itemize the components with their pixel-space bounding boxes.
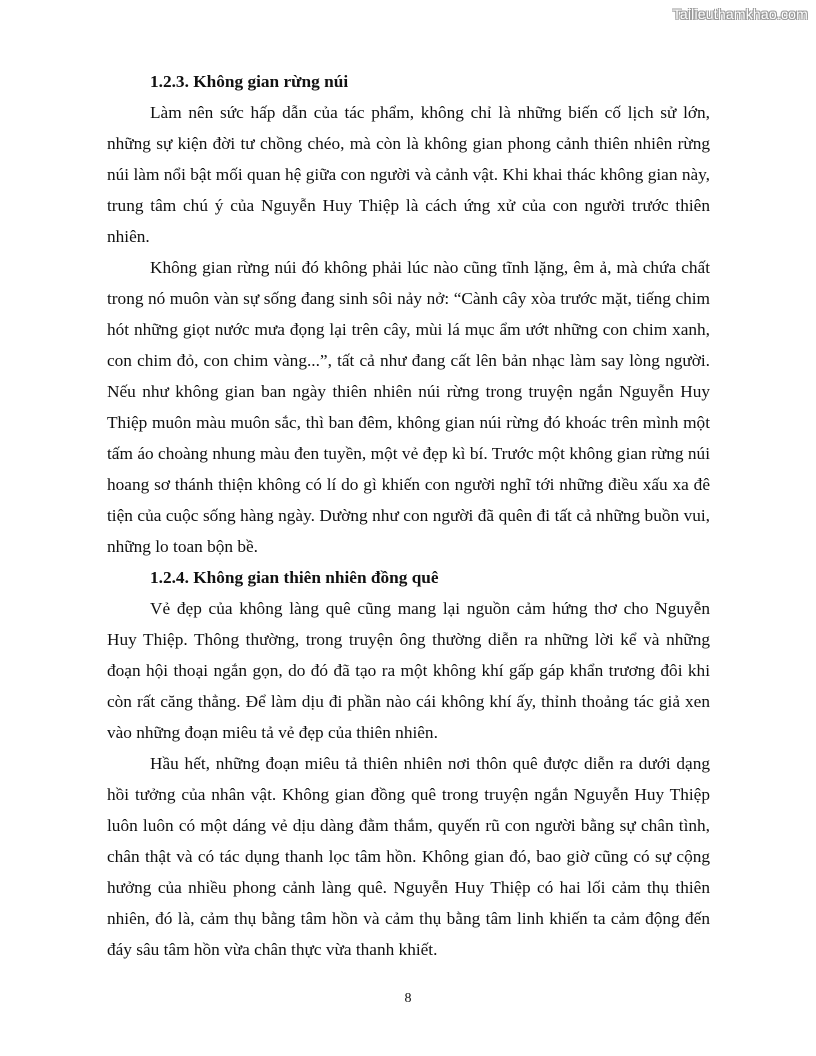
page-number: 8 <box>404 991 412 1006</box>
paragraph: Làm nên sức hấp dẫn của tác phẩm, không chỉ là những biến cố lịch sử lớn, những sự kiện đời tư chồng chéo, mà còn là không gian phong cảnh thiên nhiên rừng núi làm nổi bật mối quan hệ giữa con người và cảnh vật. Khi khai thác không gian này, trung tâm chú ý của Nguyễn Huy Thiệp là cách ứng xử của con người trước thiên nhiên. <box>107 103 710 246</box>
paragraph: Hầu hết, những đoạn miêu tả thiên nhiên nơi thôn quê được diễn ra dưới dạng hồi tưởng của nhân vật. Không gian đồng quê trong truyện ngắn Nguyễn Huy Thiệp luôn luôn có một dáng vẻ dịu dàng đằm thắm, quyến rũ con người bằng sự chân tình, chân thật và có tác dụng thanh lọc tâm hồn. Không gian đó, bao giờ cũng có sự cộng hưởng của nhiều phong cảnh làng quê. Nguyễn Huy Thiệp có hai lối cảm thụ thiên nhiên, đó là, cảm thụ bằng tâm hồn và cảm thụ bằng tâm linh khiến ta cảm động đến đáy sâu tâm hồn vừa chân thực vừa thanh khiết. <box>107 754 710 959</box>
paragraph: Không gian rừng núi đó không phải lúc nào cũng tĩnh lặng, êm ả, mà chứa chất trong nó muôn vàn sự sống đang sinh sôi nảy nở: “Cành cây xòa trước mặt, tiếng chim hót những giọt nước mưa đọng lại trên cây, mùi lá mục ẩm ướt những con chim xanh, con chim đỏ, con chim vàng...”, tất cả như đang cất lên bản nhạc làm say lòng người. Nếu như không gian ban ngày thiên nhiên núi rừng trong truyện ngắn Nguyễn Huy Thiệp muôn màu muôn sắc, thì ban đêm, không gian núi rừng đó khoác trên mình một tấm áo choàng nhung màu đen tuyền, một vẻ đẹp kì bí. Trước một không gian rừng núi hoang sơ thánh thiện không có lí do gì khiến con người nghĩ tới những điều xấu xa đê tiện của cuộc sống hàng ngày. Dường như con người đã quên đi tất cả những buồn vui, những lo toan bộn bề. <box>107 258 710 556</box>
section-dong-que <box>107 562 710 965</box>
section-heading: 1.2.4. Không gian thiên nhiên đồng quê <box>150 568 439 587</box>
paragraph: Vẻ đẹp của không làng quê cũng mang lại nguồn cảm hứng thơ cho Nguyễn Huy Thiệp. Thông thường, trong truyện ông thường diễn ra những lời kể và những đoạn hội thoại ngắn gọn, do đó đã tạo ra một không khí gấp gáp khẩn trương đôi khi còn rất căng thẳng. Để làm dịu đi phần nào cái không khí ấy, thỉnh thoảng tác giả xen vào những đoạn miêu tả vẻ đẹp của thiên nhiên. <box>107 599 710 742</box>
section-heading: 1.2.3. Không gian rừng núi <box>150 72 349 91</box>
document-body <box>107 66 710 965</box>
watermark: Tailieuthamkhao.com <box>672 6 808 22</box>
section-rung-nui <box>107 66 710 562</box>
